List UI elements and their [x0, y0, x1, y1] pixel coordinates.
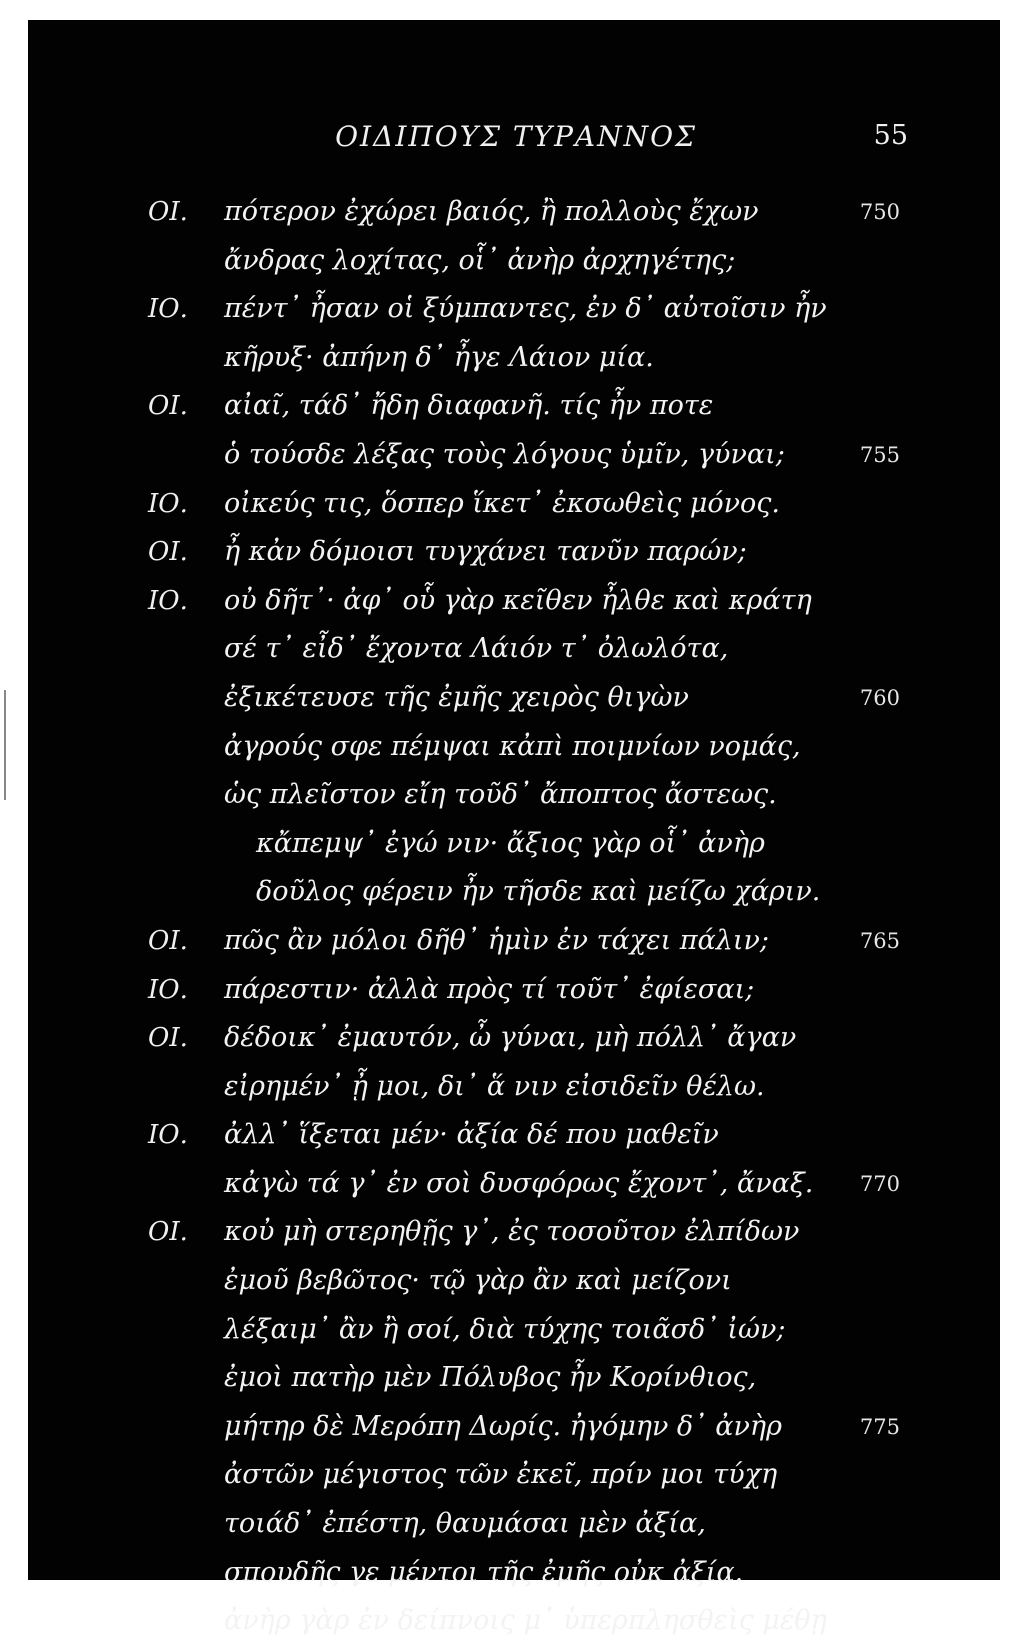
- line-number: 755: [859, 442, 900, 467]
- verse-text: δοῦλος φέρειν ἦν τῆσδε καὶ μείζω χάριν.: [256, 876, 821, 908]
- line-number: 765: [859, 928, 900, 953]
- verse-text: τοιάδ᾽ ἐπέστη, θαυμάσαι μὲν ἀξία,: [224, 1508, 706, 1540]
- verse-line: [28, 1306, 1000, 1355]
- speaker-label: ΟΙ.: [148, 1217, 188, 1248]
- line-number: 770: [859, 1171, 900, 1196]
- verse-text: κἄπεμψ᾽ ἐγώ νιν· ἄξιος γὰρ οἷ᾽ ἀνὴρ: [256, 827, 765, 859]
- verse-line: [28, 1063, 1000, 1112]
- line-number: 750: [859, 200, 900, 224]
- book-page: [28, 20, 1000, 1637]
- speaker-label: ΙΟ.: [148, 294, 188, 325]
- verse-line: [28, 1597, 1000, 1646]
- verse-text: ἀλλ᾽ ἵξεται μέν· ἀξία δέ που μαθεῖν: [224, 1119, 719, 1151]
- verse-text: οὐ δῆτ᾽· ἀφ᾽ οὗ γὰρ κεῖθεν ἦλθε καὶ κράτη: [224, 584, 812, 616]
- margin-mark: [4, 690, 6, 800]
- verse-line: [28, 1354, 1000, 1403]
- verse-text: ὁ τούσδε λέξας τοὺς λόγους ὑμῖν, γύναι;: [224, 438, 785, 470]
- speaker-label: ΟΙ.: [148, 925, 188, 956]
- verse-text: κἀγὼ τά γ᾽ ἐν σοὶ δυσφόρως ἔχοντ᾽, ἄναξ.: [224, 1167, 814, 1199]
- verse-line: [28, 480, 1000, 529]
- verse-text: μήτηρ δὲ Μερόπη Δωρίς. ἠγόμην δ᾽ ἀνὴρ: [224, 1410, 782, 1442]
- verse-line: [28, 577, 1000, 626]
- scan-border-top: [0, 0, 1024, 22]
- verse-line: [28, 1014, 1000, 1063]
- verse-text: ἀνὴρ γὰρ ἐν δείπνοις μ᾽ ὑπερπλησθεὶς μέθῃ: [224, 1605, 827, 1637]
- running-title: ΟΙΔΙΠΟΥΣ ΤΥΡΑΝΝΟΣ: [335, 120, 697, 153]
- speaker-label: ΙΟ.: [148, 974, 188, 1005]
- verse-text: σέ τ᾽ εἶδ᾽ ἔχοντα Λάιόν τ᾽ ὀλωλότα,: [224, 633, 729, 665]
- verse-text: πῶς ἂν μόλοι δῆθ᾽ ἡμὶν ἐν τάχει πάλιν;: [224, 924, 769, 956]
- verse-line: [28, 528, 1000, 577]
- speaker-label: ΟΙ.: [148, 1023, 188, 1054]
- speaker-label: ΙΟ.: [148, 488, 188, 519]
- verse-line: [28, 917, 1000, 966]
- verse-line: [28, 1111, 1000, 1160]
- verse-text: εἰρημέν᾽ ᾖ μοι, δι᾽ ἅ νιν εἰσιδεῖν θέλω.: [224, 1070, 765, 1102]
- page-number: 55: [873, 120, 908, 151]
- speaker-label: ΙΟ.: [148, 1120, 188, 1151]
- verse-line: [28, 966, 1000, 1015]
- verse-text: οἰκεύς τις, ὅσπερ ἵκετ᾽ ἐκσωθεὶς μόνος.: [224, 487, 780, 519]
- verse-line: [28, 674, 1000, 723]
- verse-line: [28, 188, 1000, 237]
- verse-line: [28, 1160, 1000, 1209]
- running-head: [28, 120, 1000, 160]
- verse-line: [28, 723, 1000, 772]
- speaker-label: ΟΙ.: [148, 391, 188, 422]
- verse-line: [28, 285, 1000, 334]
- verse-text: ἄνδρας λοχίτας, οἷ᾽ ἀνὴρ ἀρχηγέτης;: [224, 244, 736, 276]
- speaker-label: ΟΙ.: [148, 537, 188, 568]
- verse-line: [28, 334, 1000, 383]
- verse-text: λέξαιμ᾽ ἂν ἢ σοί, διὰ τύχης τοιᾶσδ᾽ ἰών;: [224, 1313, 786, 1345]
- verse-line: [28, 868, 1000, 917]
- verse-text: ἐξικέτευσε τῆς ἐμῆς χειρὸς θιγὼν: [224, 681, 689, 713]
- verse-text: ἐμοῦ βεβῶτος· τῷ γὰρ ἂν καὶ μείζονι: [224, 1265, 732, 1297]
- verse-line: [28, 431, 1000, 480]
- verse-line: [28, 382, 1000, 431]
- verse-line: [28, 237, 1000, 286]
- verse-line: [28, 1208, 1000, 1257]
- verse-text: πέντ᾽ ἦσαν οἱ ξύμπαντες, ἐν δ᾽ αὐτοῖσιν ἦν: [224, 293, 827, 325]
- verse-text: ἀγρούς σφε πέμψαι κἀπὶ ποιμνίων νομάς,: [224, 730, 801, 762]
- verse-line: [28, 1549, 1000, 1598]
- verse-text: κοὐ μὴ στερηθῇς γ᾽, ἐς τοσοῦτον ἐλπίδων: [224, 1216, 800, 1248]
- verse-line: [28, 625, 1000, 674]
- speaker-label: ΟΙ.: [148, 197, 188, 227]
- verse-text: ὡς πλεῖστον εἴη τοῦδ᾽ ἄποπτος ἄστεως.: [224, 779, 777, 811]
- line-number: 760: [859, 685, 900, 710]
- verse-block: [28, 188, 1000, 1646]
- verse-text: πότερον ἐχώρει βαιός, ἢ πολλοὺς ἔχων: [224, 196, 759, 227]
- verse-line: [28, 820, 1000, 869]
- verse-text: ἦ κἀν δόμοισι τυγχάνει τανῦν παρών;: [224, 536, 747, 568]
- speaker-label: ΙΟ.: [148, 585, 188, 616]
- verse-line: [28, 1451, 1000, 1500]
- verse-line: [28, 771, 1000, 820]
- verse-text: σπουδῆς γε μέντοι τῆς ἐμῆς οὐκ ἀξία.: [224, 1556, 744, 1588]
- verse-line: [28, 1403, 1000, 1452]
- verse-text: ἐμοὶ πατὴρ μὲν Πόλυβος ἦν Κορίνθιος,: [224, 1362, 757, 1394]
- verse-text: αἰαῖ, τάδ᾽ ἤδη διαφανῆ. τίς ἦν ποτε: [224, 390, 714, 422]
- verse-line: [28, 1500, 1000, 1549]
- verse-text: δέδοικ᾽ ἐμαυτόν, ὦ γύναι, μὴ πόλλ᾽ ἄγαν: [224, 1022, 797, 1054]
- verse-line: [28, 1257, 1000, 1306]
- verse-text: ἀστῶν μέγιστος τῶν ἐκεῖ, πρίν μοι τύχη: [224, 1459, 778, 1491]
- verse-text: πάρεστιν· ἀλλὰ πρὸς τί τοῦτ᾽ ἐφίεσαι;: [224, 973, 755, 1005]
- scan-border-left: [0, 0, 28, 1600]
- verse-text: κῆρυξ· ἀπήνη δ᾽ ἦγε Λάιον μία.: [224, 341, 654, 373]
- line-number: 775: [859, 1414, 900, 1439]
